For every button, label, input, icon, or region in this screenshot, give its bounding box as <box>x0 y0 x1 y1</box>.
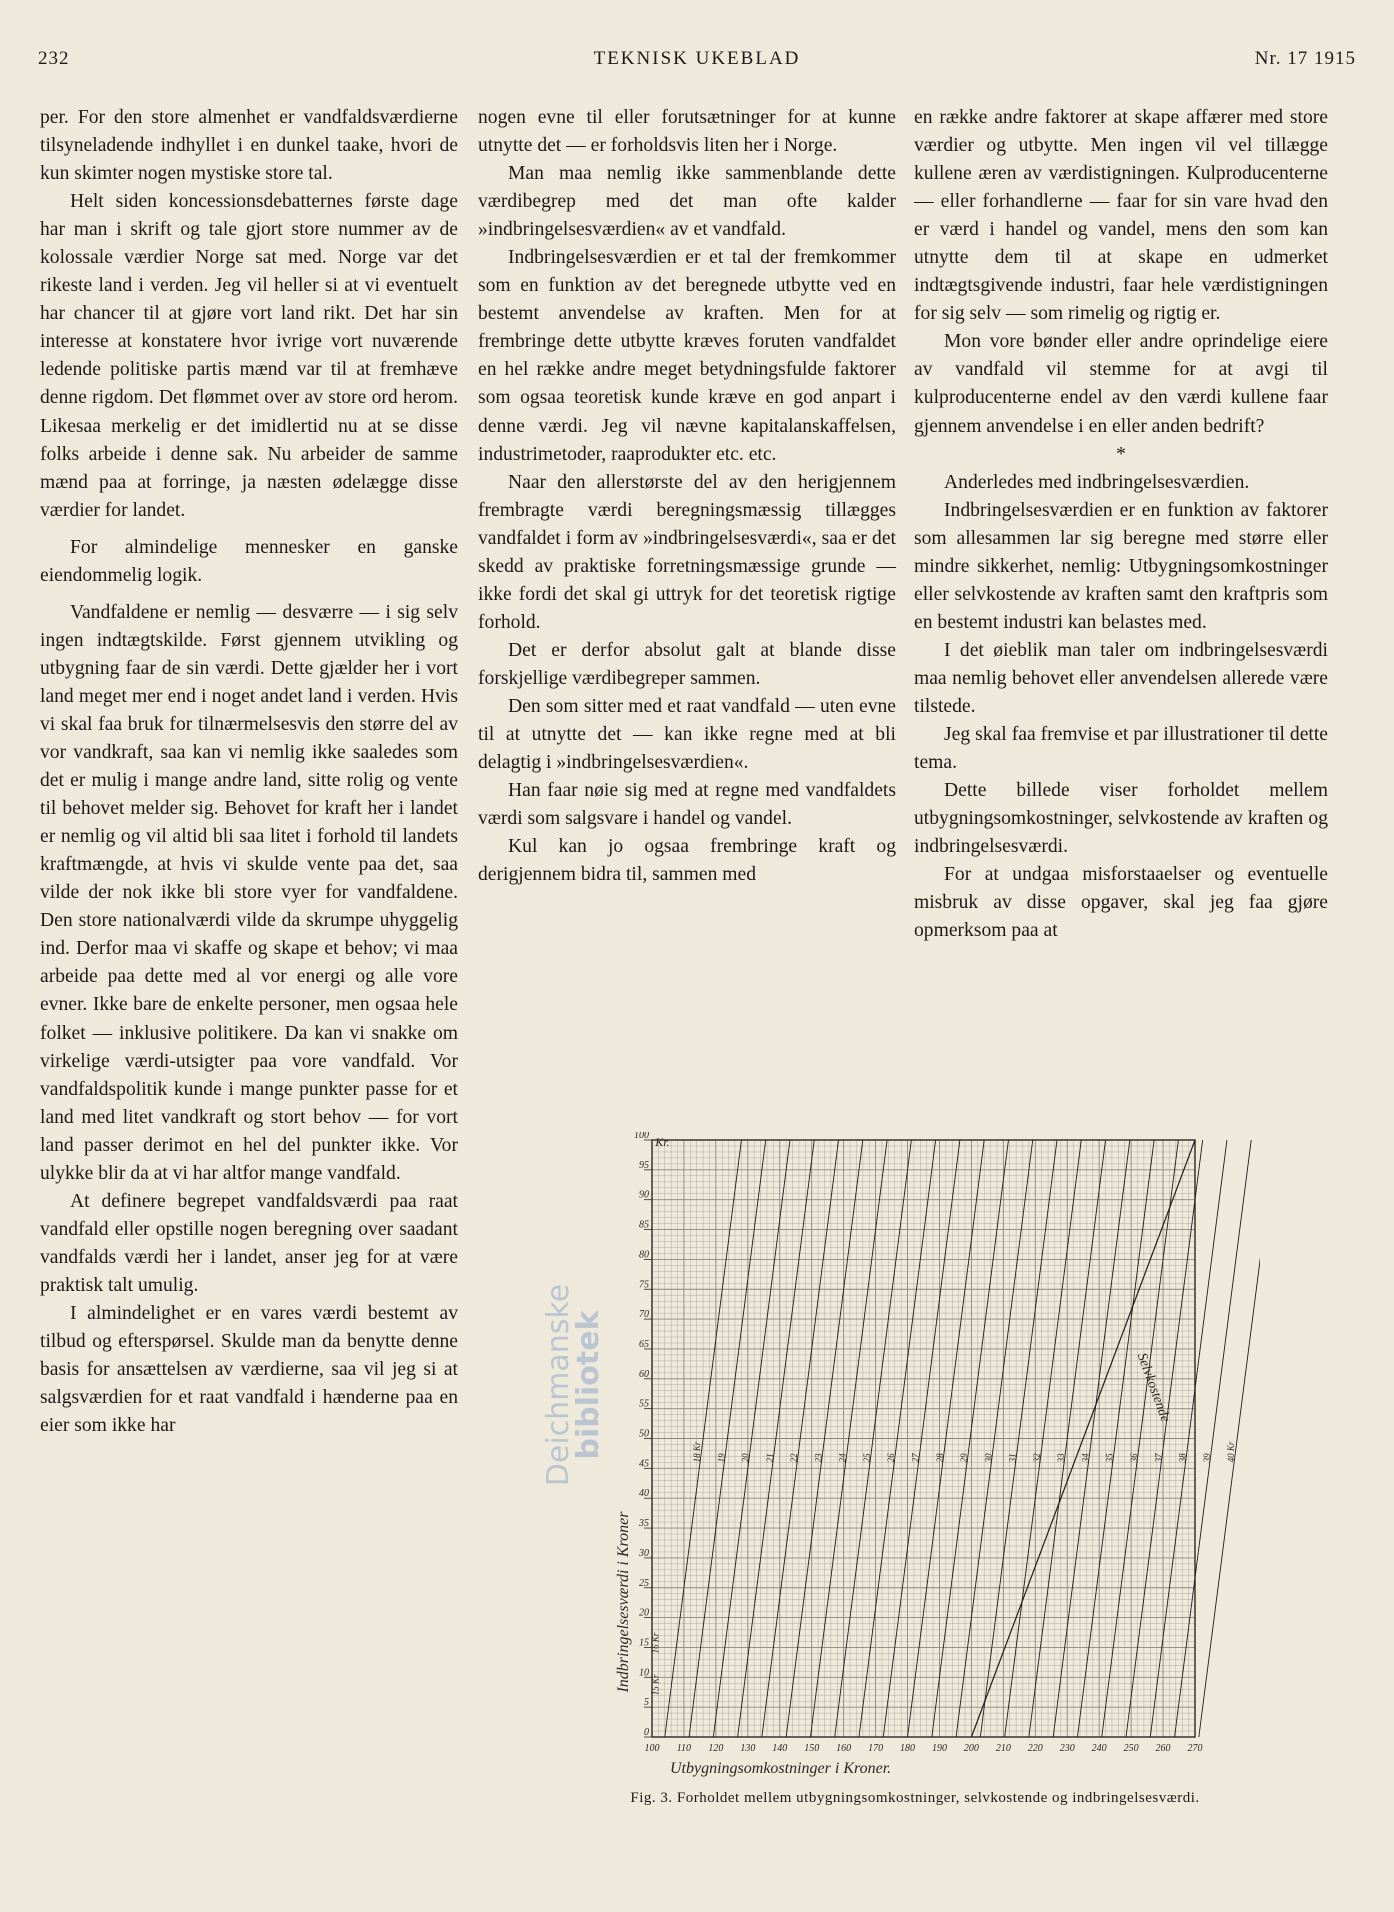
line-label: 30 <box>983 1453 994 1463</box>
chart-ticks <box>634 1132 1236 1754</box>
paragraph: Mon vore bønder eller andre oprindelige eiere av vandfald vil stemme for at avgi til kulproducenterne endel av den værdi kullene faar gjennem anvendelse i en eller anden bedrift? <box>914 331 1328 437</box>
x-tick-label: 180 <box>900 1743 916 1754</box>
page-header <box>38 48 1356 78</box>
paragraph: Anderledes med indbringelsesværdien. <box>944 471 1250 493</box>
line-label: 37 <box>1153 1453 1164 1463</box>
x-tick-label: 260 <box>1155 1743 1171 1754</box>
diagonal-line <box>1199 1140 1260 1737</box>
stamp-line-1: Deichmanske <box>541 1283 576 1487</box>
paragraph: Indbringelsesværdien er en funktion av faktorer som allesammen lar sig beregne med større eller mindre sikkerhet, nemlig: Utbygningsomkostninger eller selvkostende av kraften samt den kraftpris som en bestemt industri kan belastes med. <box>914 499 1328 633</box>
line-label: 25 <box>861 1453 872 1463</box>
x-tick-label: 130 <box>740 1743 756 1754</box>
y-tick-label: 85 <box>639 1219 649 1231</box>
line-label: 35 <box>1104 1453 1115 1463</box>
line-label: 28 <box>934 1453 945 1463</box>
y-tick-label: 80 <box>639 1249 649 1261</box>
page-number: 232 <box>38 48 70 69</box>
line-label: 39 <box>1201 1453 1212 1463</box>
line-label: 23 <box>813 1453 824 1463</box>
x-tick-label: 230 <box>1059 1743 1075 1754</box>
x-tick-label: 200 <box>963 1743 979 1754</box>
line-label: 32 <box>1031 1453 1042 1463</box>
paragraph: nogen evne til eller forutsætninger for at kunne utnytte det — er forholdsvis liten her i Norge. <box>478 107 896 157</box>
line-label: 40 Kr <box>1226 1441 1237 1463</box>
x-tick-label: 250 <box>1123 1743 1139 1754</box>
x-tick-label: 220 <box>1027 1743 1043 1754</box>
y-tick-label: 70 <box>639 1309 649 1321</box>
x-tick-label: 210 <box>995 1743 1011 1754</box>
y-tick-label: 90 <box>639 1189 649 1201</box>
line-label: 26 <box>886 1453 897 1463</box>
x-axis-label: Utbygningsomkostninger i Kroner. <box>670 1760 892 1777</box>
line-label: 19 <box>716 1453 727 1463</box>
x-tick-label: 100 <box>644 1743 660 1754</box>
line-label: 20 <box>740 1453 751 1463</box>
paragraph: Det er derfor absolut galt at blande disse forskjellige værdibegreper sammen. <box>478 639 896 689</box>
paragraph: Naar den allerstørste del av den herigjennem frembragte værdi beregningsmæssig tillægges vandfaldet i form av »indbringelsesværdi«, saa er det skedd av praktiske forretningsmæssige grunde — ikke fordi det skal gi uttryk for det teoretisk rigtige forhold. <box>478 471 896 633</box>
y-tick-label: 65 <box>639 1338 649 1350</box>
line-label: 15 Kr <box>650 1674 661 1696</box>
y-tick-label: 5 <box>644 1697 649 1709</box>
x-tick-label: 150 <box>804 1743 820 1754</box>
line-label: 29 <box>959 1453 970 1463</box>
line-label: 36 <box>1128 1453 1139 1463</box>
y-axis-label: Indbringelsesværdi i Kroner <box>615 1511 632 1693</box>
line-label: 16 Kr <box>650 1632 661 1654</box>
paragraph: At definere begrepet vandfaldsværdi paa raat vandfald eller opstille nogen beregning over saadant vandfalds værdi her i landet, anser jeg for at være praktisk talt umulig. <box>40 1190 458 1296</box>
top-left-unit-label: Kr. <box>655 1134 670 1149</box>
y-tick-label: 15 <box>639 1637 649 1649</box>
line-label: 31 <box>1007 1453 1018 1463</box>
section-separator: * <box>1116 443 1126 465</box>
journal-title: TEKNISK UKEBLAD <box>593 48 801 69</box>
line-label: 24 <box>837 1453 848 1463</box>
y-tick-label: 25 <box>639 1577 649 1589</box>
stamp-line-2: bibliotek <box>571 1310 606 1460</box>
paragraph: Vandfaldene er nemlig — desværre — i sig selv ingen indtægtskilde. Først gjennem utvikling og utbygning faar de sin værdi. Dette gjælder her i vort land meget mer end i noget andet land i verden. Hvis vi skal faa bruk for tilnærmelsesvis den større del av vor vandkraft, saa kan vi nemlig ikke saaledes som det er mulig i mange andre land, sitte rolig og vente til behovet melder sig. Behovet for kraft her i landet er nemlig og vil altid bli saa litet i forhold til landets kraftmængde, at hvis vi skulde vente paa det, saa vilde der nok ikke bli store vyer for vandfaldene. Den store nationalværdi vilde da skrumpe uhyggelig ind. Derfor maa vi skaffe og skape et behov; vi maa arbeide paa dette med al vor energi og alle vore evner. Ikke bare de enkelte personer, men ogsaa hele folket — inklusive politikere. Da kan vi snakke om virkelige værdi-utsigter paa vore vandfald. Vor vandfaldspolitik kunde i mange punkter passe for et land med litet vandkraft og stort behov — for vort land passer derimot en hel del punkter ikke. Vor ulykke blir da at vi har altfor mange vandfald. <box>40 601 458 1184</box>
y-tick-label: 55 <box>639 1398 649 1410</box>
y-tick-label: 0 <box>644 1727 649 1738</box>
paragraph: per. For den store almenhet er vandfaldsværdierne tilsyneladende indhyllet i en dunkel taake, hvori de kun skimter nogen mystiske store tal. <box>40 107 458 185</box>
y-tick-label: 10 <box>639 1667 649 1679</box>
y-tick-label: 50 <box>639 1428 649 1440</box>
text-column-1 <box>40 104 458 1440</box>
paragraph: Indbringelsesværdien er et tal der fremkommer som en funktion av det beregnede utbytte ved en bestemt anvendelse av kraften. Men for at frembringe dette utbytte kræves foruten vandfaldet en hel række andre meget betydningsfulde faktorer som ogsaa teoretisk kunde kræve en god anpart i denne værdi. Jeg vil nævne kapitalanskaffelsen, industrimetoder, raaprodukter etc. etc. <box>478 247 896 465</box>
line-label: 38 <box>1177 1453 1188 1463</box>
paragraph: For at undgaa misforstaaelser og eventuelle misbruk av disse opgaver, skal jeg faa gjøre opmerksom paa at <box>914 864 1328 942</box>
y-tick-label: 60 <box>639 1368 649 1380</box>
paragraph: I det øieblik man taler om indbringelsesværdi maa nemlig behovet eller anvendelsen allerede være tilstede. <box>914 639 1328 717</box>
x-tick-label: 110 <box>676 1743 692 1754</box>
paragraph: Jeg skal faa fremvise et par illustrationer til dette tema. <box>914 724 1328 774</box>
paragraph: Helt siden koncessionsdebatternes første dage har man i skrift og tale gjort store nummer av de kolossale værdier Norge sat med. Norge var det rikeste land i verden. Jeg vil heller si at vi eventuelt har chancer til at gjøre vort land rikt. Det har sin interesse at konstatere hvor ivrige vort nuværende ledende politiske partis mænd var til at fremhæve denne rigdom. Det flømmet over av store ord herom. Likesaa merkelig er det imidlertid nu at se disse folks arbeide i denne sak. Nu arbeider de samme mænd paa at forringe, ja næsten ødelægge disse værdier for landet. <box>40 191 458 521</box>
diagonal-label: Selvkostende <box>1133 1351 1173 1425</box>
x-tick-label: 240 <box>1091 1743 1107 1754</box>
y-tick-label: 45 <box>639 1458 649 1470</box>
text-column-3 <box>914 104 1328 945</box>
x-tick-label: 120 <box>708 1743 724 1754</box>
paragraph: Den som sitter med et raat vandfald — uten evne til at utnytte det — kan ikke regne med at bli delagtig i »indbringelsesværdien«. <box>478 695 896 774</box>
y-tick-label: 40 <box>639 1488 649 1500</box>
line-label: 27 <box>910 1453 921 1463</box>
y-tick-label: 95 <box>639 1159 649 1171</box>
x-tick-label: 270 <box>1187 1743 1203 1754</box>
x-tick-label: 170 <box>868 1743 884 1754</box>
paragraph: en række andre faktorer at skape affærer med store værdier og utbytte. Men ingen vil vel tillægge kullene æren av værdistigningen. Kulproducenterne — eller forhandlerne — faar for sin vare hvad den er værd i handel og vandel, mens den som kan utnytte dem til at skape en udmerket indtægtsgivende industri, faar hele værdistigningen for sig selv — som rimelig og rigtig er. <box>914 107 1328 325</box>
y-tick-label: 100 <box>634 1132 649 1141</box>
figure-caption: Fig. 3. Forholdet mellem utbygningsomkostninger, selvkostende og indbringelsesværdi. <box>630 1790 1200 1806</box>
x-tick-label: 160 <box>836 1743 852 1754</box>
issue-number: Nr. 17 1915 <box>1254 48 1356 69</box>
paragraph: Han faar nøie sig med at regne med vandfaldets værdi som salgsvare i handel og vandel. <box>478 780 896 830</box>
paragraph: Man maa nemlig ikke sammenblande dette værdibegrep med det man ofte kalder »indbringelsesværdien« av et vandfald. <box>478 163 896 241</box>
paragraph: I almindelighet er en vares værdi bestemt av tilbud og efterspørsel. Skulde man da benytte denne basis for ansættelsen av værdierne, saa vil jeg si at salgsværdien for et raat vandfald i hænderne paa en eier som ikke har <box>40 1302 458 1437</box>
y-tick-label: 30 <box>639 1547 649 1559</box>
library-stamp <box>540 1270 610 1500</box>
y-tick-label: 20 <box>639 1607 649 1619</box>
text-column-2 <box>478 104 896 889</box>
y-tick-label: 75 <box>639 1279 649 1291</box>
paragraph: Kul kan jo ogsaa frembringe kraft og derigjennem bidra til, sammen med <box>478 836 896 886</box>
line-label: 18 Kr <box>692 1441 703 1463</box>
line-label: 34 <box>1080 1453 1091 1463</box>
line-label: 22 <box>789 1453 800 1463</box>
paragraph: Dette billede viser forholdet mellem utbygningsomkostninger, selvkostende av kraften og indbringelsesværdi. <box>914 780 1328 858</box>
y-tick-label: 35 <box>639 1518 649 1530</box>
x-tick-label: 190 <box>931 1743 947 1754</box>
line-label: 33 <box>1056 1453 1067 1463</box>
x-tick-label: 140 <box>772 1743 788 1754</box>
line-label: 21 <box>764 1453 775 1463</box>
paragraph: For almindelige mennesker en ganske eiendommelig logik. <box>40 536 458 586</box>
figure-3-chart <box>610 1132 1260 1782</box>
